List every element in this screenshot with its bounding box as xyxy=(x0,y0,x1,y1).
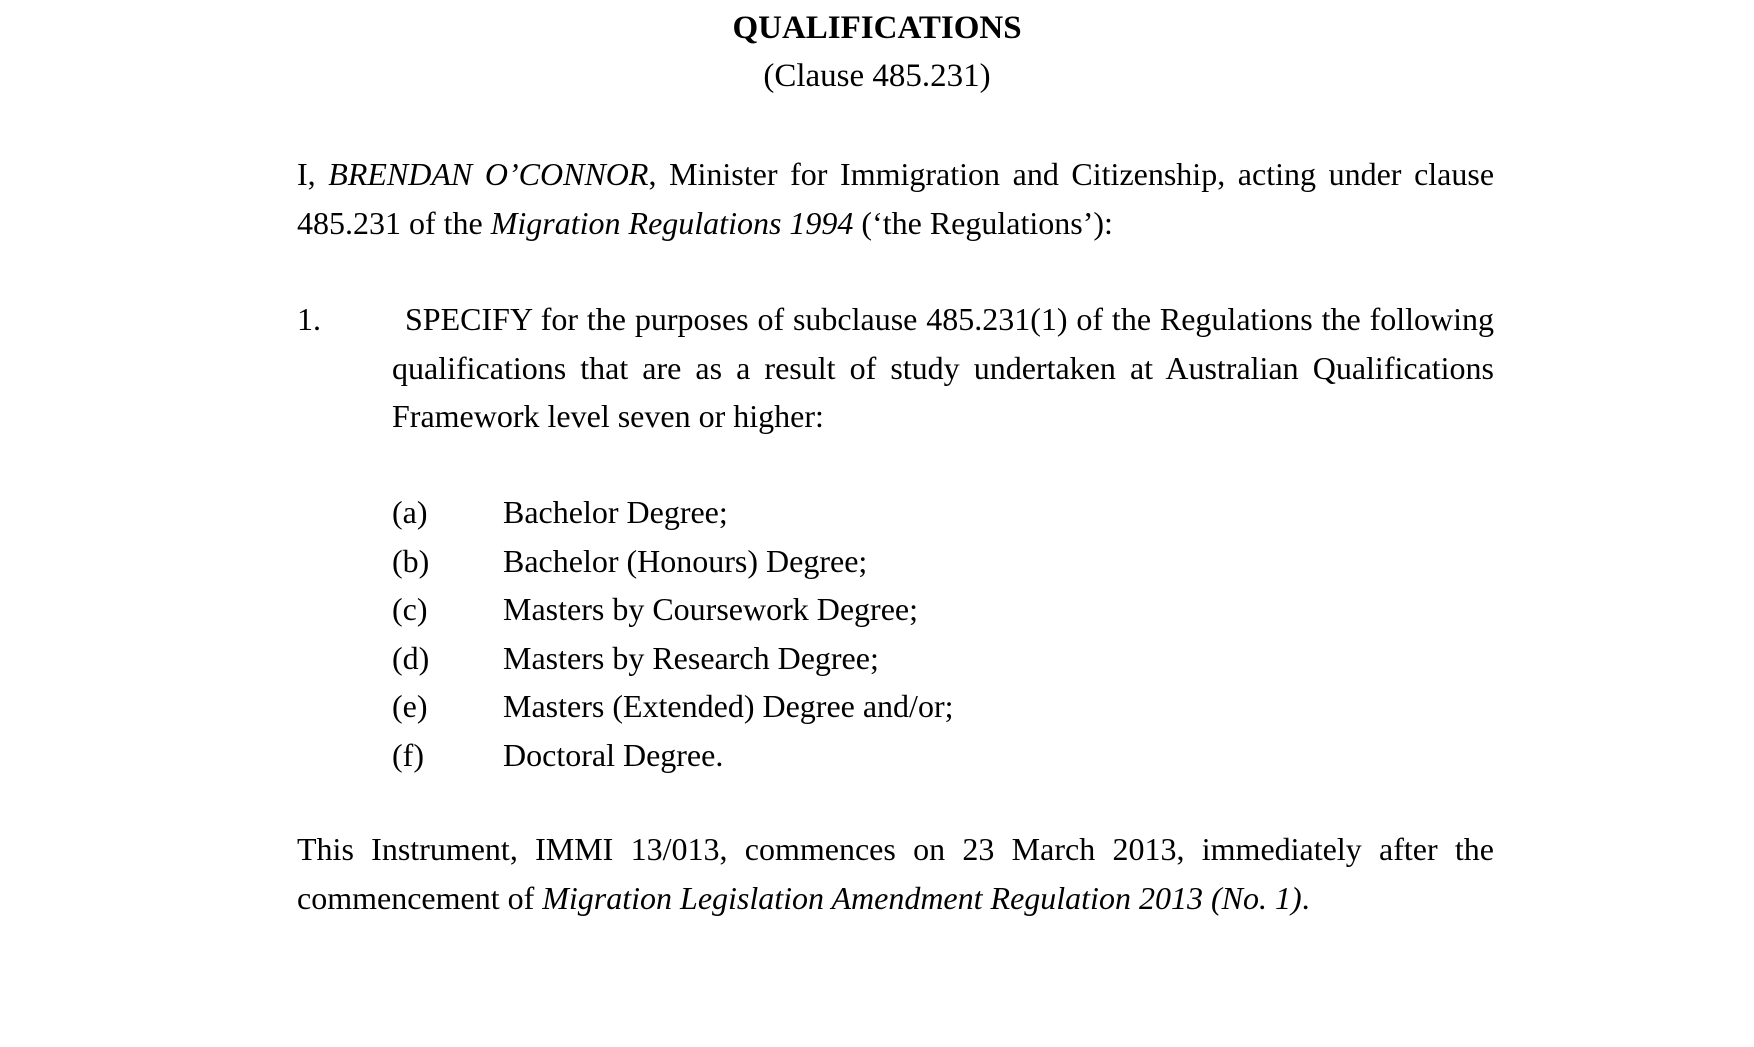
qualification-item xyxy=(392,634,1292,683)
closing-prefix: This Instrument, IMMI 13/013, commences on 23 March 2013, immediately after the commencement of xyxy=(297,831,1494,916)
intro-suffix: (‘the Regulations’): xyxy=(853,204,1113,241)
document-title: QUALIFICATIONS xyxy=(732,10,1022,46)
intro-paragraph xyxy=(297,150,1494,247)
qualification-name: Bachelor (Honours) Degree; xyxy=(503,542,868,579)
qualifications-list xyxy=(392,488,1292,779)
qualification-letter: (d) xyxy=(392,639,430,676)
qualification-letter: (f) xyxy=(392,736,424,773)
closing-suffix: . xyxy=(1301,879,1310,916)
intro-middle: , Minister for Immigration and Citizenship, acting under clause 485.231 of the xyxy=(297,156,1495,241)
qualification-item xyxy=(392,731,1292,780)
qualification-letter: (c) xyxy=(392,591,428,627)
qualification-item xyxy=(392,585,1292,634)
qualification-item xyxy=(392,488,1292,537)
amendment-regulation-title: Migration Legislation Amendment Regulation 2013 (No. 1) xyxy=(542,879,1302,916)
qualification-name: Masters by Coursework Degree; xyxy=(503,591,918,627)
regulations-title: Migration Regulations 1994 xyxy=(490,204,854,241)
qualification-letter: (a) xyxy=(392,494,428,530)
item-text: SPECIFY for the purposes of subclause 485.231(1) of the Regulations the following qualifications that are as a result of study undertaken at Australian Qualifications Framework level seven or higher: xyxy=(392,301,1494,434)
qualification-name: Masters by Research Degree; xyxy=(503,639,879,676)
qualification-name: Bachelor Degree; xyxy=(503,494,728,530)
qualification-letter: (b) xyxy=(392,542,430,579)
qualification-letter: (e) xyxy=(392,688,428,724)
item-number: 1. xyxy=(297,301,321,337)
minister-name: BRENDAN O’CONNOR xyxy=(328,156,649,192)
document-subtitle: (Clause 485.231) xyxy=(763,58,991,94)
intro-prefix: I, xyxy=(297,156,329,192)
qualification-item xyxy=(392,537,1292,586)
qualification-item xyxy=(392,682,1292,731)
closing-paragraph xyxy=(297,825,1494,922)
qualification-name: Doctoral Degree. xyxy=(503,736,724,773)
qualification-name: Masters (Extended) Degree and/or; xyxy=(503,688,954,724)
